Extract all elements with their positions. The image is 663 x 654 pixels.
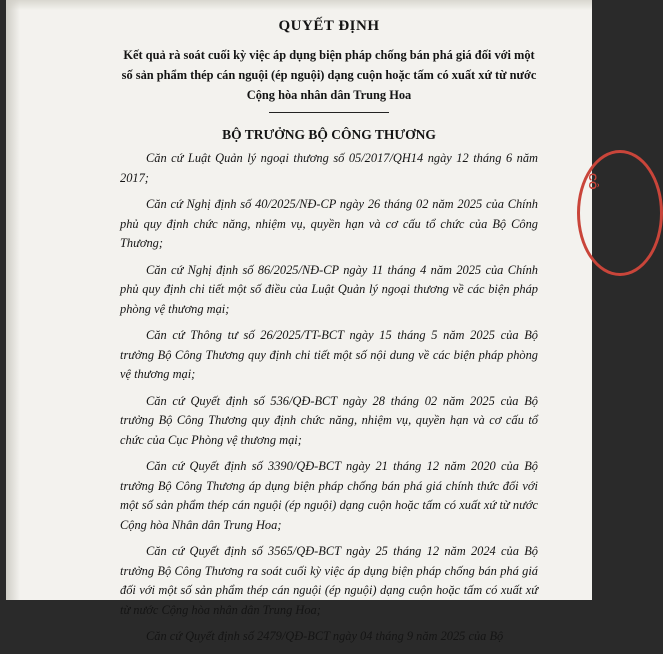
legal-basis-paragraph: Căn cứ Thông tư số 26/2025/TT-BCT ngày 15 tháng 5 năm 2025 của Bộ trưởng Bộ Công Thương quy định chi tiết một số nội dung về các biện pháp phòng vệ thương mại; [120,328,538,381]
document-title: QUYẾT ĐỊNH [278,18,380,34]
document-subject: Kết quả rà soát cuối kỳ việc áp dụng biện pháp chống bán phá giá đối với một số sản phẩm thép cán nguội (ép nguội) dạng cuộn hoặc tấm có xuất xứ từ nước Cộng hòa nhân dân Trung Hoa [121,48,537,102]
title-divider [269,112,389,113]
legal-basis-paragraph: Căn cứ Quyết định số 3565/QĐ-BCT ngày 25 tháng 12 năm 2024 của Bộ trưởng Bộ Công Thương ra soát cuối kỳ việc áp dụng biện pháp chống bán phá giá đối với một số sản phẩm thép cán nguội (ép nguội) dạng cuộn hoặc tấm có xuất xứ từ nước Cộng hòa nhân dân Trung Hoa; [120,544,538,617]
stamp-text: CÔ [586,173,598,190]
legal-basis-paragraph: Căn cứ Nghị định số 40/2025/NĐ-CP ngày 26 tháng 02 năm 2025 của Chính phủ quy định chức năng, nhiệm vụ, quyền hạn và cơ cấu tổ chức của Bộ Công Thương; [120,197,538,250]
document-content [120,12,538,654]
page-edge-shading [6,0,20,600]
legal-basis-paragraph: Căn cứ Luật Quản lý ngoại thương số 05/2017/QH14 ngày 12 tháng 6 năm 2017; [120,151,538,185]
issuing-authority: BỘ TRƯỞNG BỘ CÔNG THƯƠNG [222,127,436,142]
legal-basis-paragraph: Căn cứ Nghị định số 86/2025/NĐ-CP ngày 11 tháng 4 năm 2025 của Chính phủ quy định chi tiết một số điều của Luật Quản lý ngoại thương về các biện pháp phòng vệ thương mại; [120,262,538,316]
red-seal-stamp [577,150,663,276]
legal-basis-paragraph: Căn cứ Quyết định số 536/QĐ-BCT ngày 28 tháng 02 năm 2025 của Bộ trưởng Bộ Công Thương quy định chức năng, nhiệm vụ, quyền hạn và cơ cấu tổ chức của Cục Phòng vệ thương mại; [120,393,538,447]
page-top-shading [6,0,592,10]
legal-basis-paragraph: Căn cứ Quyết định số 2479/QĐ-BCT ngày 04 tháng 9 năm 2025 của Bộ [146,629,504,643]
document-page [6,0,598,643]
legal-basis-paragraph: Căn cứ Quyết định số 3390/QĐ-BCT ngày 21 tháng 12 năm 2020 của Bộ trưởng Bộ Công Thương áp dụng biện pháp chống bán phá giá chính thức đối với một số sản phẩm thép cán nguội (ép nguội) dạng cuộn hoặc tấm có xuất xứ từ nước Cộng hòa Nhân dân Trung Hoa; [120,459,538,532]
